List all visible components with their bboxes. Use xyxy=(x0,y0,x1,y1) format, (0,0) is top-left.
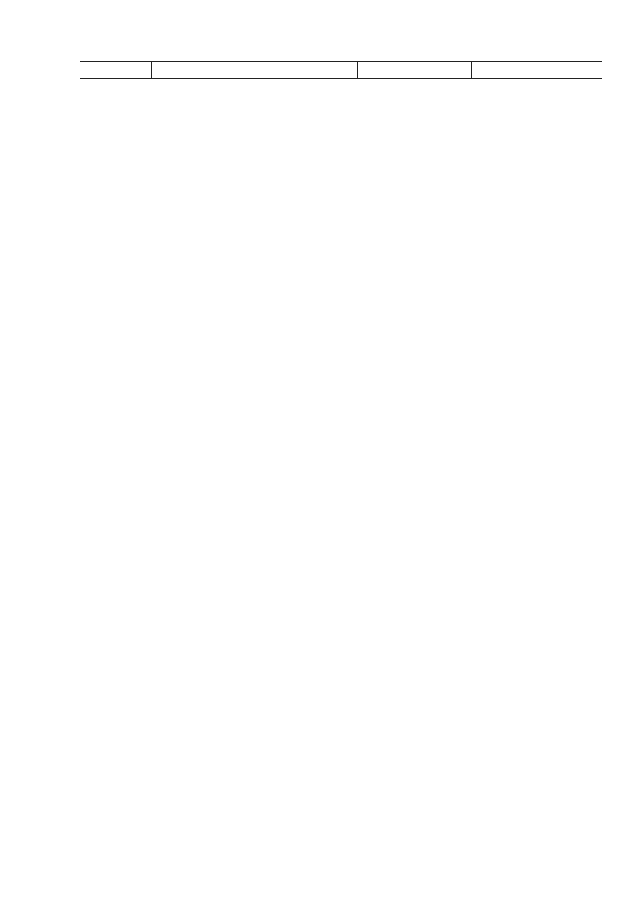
column-header-1 xyxy=(80,62,152,78)
table-header xyxy=(80,61,602,79)
column-header-2 xyxy=(152,62,358,78)
column-header-3 xyxy=(358,62,472,78)
column-header-4 xyxy=(472,62,602,78)
